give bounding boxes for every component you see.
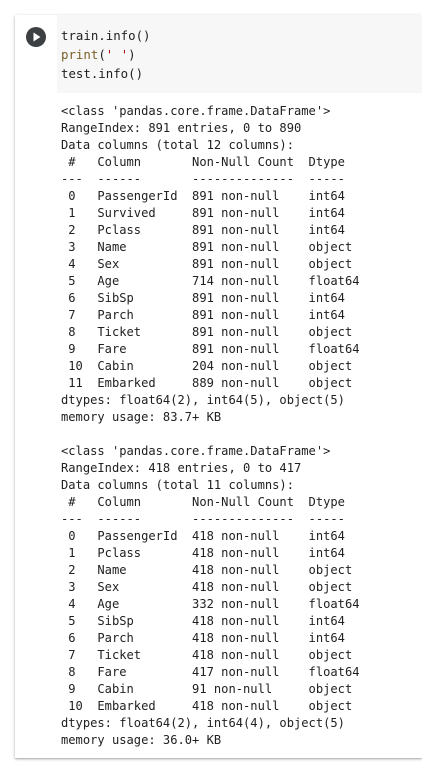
print-function-token: print [61,47,99,62]
paren-open-token: ( [98,47,106,62]
output-line: 11 Embarked 889 non-null object [61,376,360,390]
output-line: 5 Age 714 non-null float64 [61,274,360,288]
output-line: 7 Ticket 418 non-null object [61,648,360,662]
output-line: 4 Sex 891 non-null object [61,257,360,271]
play-circle-icon [26,27,46,47]
output-line: 1 Pclass 418 non-null int64 [61,546,360,560]
output-line: 0 PassengerId 418 non-null int64 [61,529,360,543]
cell-output [61,103,360,749]
output-line: 2 Name 418 non-null object [61,563,360,577]
notebook-code-cell [15,15,422,758]
output-line: Data columns (total 11 columns): [61,478,294,492]
output-line: Data columns (total 12 columns): [61,138,294,152]
output-line: 7 Parch 891 non-null int64 [61,308,360,322]
code-line-2 [61,45,151,64]
output-line: 9 Cabin 91 non-null object [61,682,360,696]
output-line: 6 Parch 418 non-null int64 [61,631,360,645]
output-line: --- ------ -------------- ----- [61,512,360,526]
output-line [61,426,360,443]
output-line: RangeIndex: 418 entries, 0 to 417 [61,461,302,475]
output-line: 10 Cabin 204 non-null object [61,359,360,373]
output-line: <class 'pandas.core.frame.DataFrame'> [61,104,331,118]
output-line: 10 Embarked 418 non-null object [61,699,360,713]
output-line: <class 'pandas.core.frame.DataFrame'> [61,444,331,458]
string-literal-token: ' ' [105,47,129,62]
output-line: dtypes: float64(2), int64(5), object(5) [61,393,345,407]
output-line: 4 Age 332 non-null float64 [61,597,360,611]
output-line: # Column Non-Null Count Dtype [61,155,360,169]
output-line: 8 Fare 417 non-null float64 [61,665,360,679]
output-line: # Column Non-Null Count Dtype [61,495,360,509]
paren-close-token: ) [128,47,136,62]
output-line: 6 SibSp 891 non-null int64 [61,291,360,305]
code-text[interactable] [61,26,151,83]
output-line: 3 Sex 418 non-null object [61,580,360,594]
output-line: 5 SibSp 418 non-null int64 [61,614,360,628]
output-line: dtypes: float64(2), int64(4), object(5) [61,716,345,730]
output-line: --- ------ -------------- ----- [61,172,360,186]
code-line-3: test.info() [61,66,144,81]
output-line: 3 Name 891 non-null object [61,240,360,254]
run-cell-button[interactable] [26,27,46,47]
output-line: 0 PassengerId 891 non-null int64 [61,189,360,203]
code-line-1: train.info() [61,28,151,43]
output-line: 8 Ticket 891 non-null object [61,325,360,339]
output-line: memory usage: 36.0+ KB [61,733,222,747]
output-line: 1 Survived 891 non-null int64 [61,206,360,220]
output-line: RangeIndex: 891 entries, 0 to 890 [61,121,302,135]
output-line: 2 Pclass 891 non-null int64 [61,223,360,237]
cell-gutter [15,15,57,93]
output-line: memory usage: 83.7+ KB [61,410,222,424]
output-line: 9 Fare 891 non-null float64 [61,342,360,356]
